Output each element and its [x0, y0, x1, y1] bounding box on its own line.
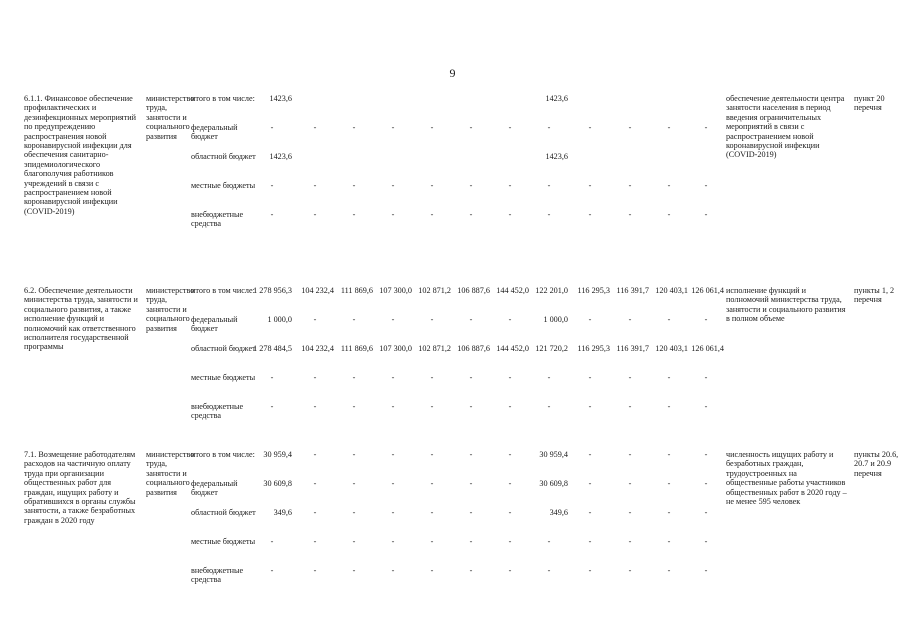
funding-value-cell: -	[469, 450, 473, 459]
funding-source-label: местные бюджеты	[191, 181, 256, 190]
funding-value-cell: -	[313, 402, 317, 411]
funding-source-label: внебюджетные средства	[191, 402, 244, 421]
funding-value-cell: 104 232,4	[301, 344, 334, 353]
funding-value-cell: -	[430, 479, 434, 488]
funding-source-label: итого в том числе:	[191, 286, 255, 295]
funding-value-cell: 30 959,4	[539, 450, 568, 459]
funding-value-cell: -	[588, 373, 592, 382]
funding-value-cell: -	[588, 123, 592, 132]
funding-value-cell: -	[430, 315, 434, 324]
funding-source-row	[0, 210, 905, 238]
funding-value-cell: 1423,6	[269, 94, 292, 103]
funding-value-cell: -	[667, 123, 671, 132]
funding-value-cell: -	[430, 402, 434, 411]
funding-value-cell: -	[352, 373, 356, 382]
funding-value-cell: 116 391,7	[616, 286, 649, 295]
funding-value-cell: -	[667, 181, 671, 190]
funding-value-cell: -	[704, 479, 708, 488]
funding-source-label: федеральный бюджет	[191, 123, 238, 142]
funding-value-cell: -	[588, 181, 592, 190]
funding-value-cell: 121 720,2	[535, 344, 568, 353]
funding-value-cell: -	[547, 566, 551, 575]
funding-value-cell: -	[704, 315, 708, 324]
funding-value-cell: -	[430, 181, 434, 190]
funding-value-cell: 106 887,6	[457, 286, 490, 295]
funding-value-cell: -	[313, 181, 317, 190]
funding-value-cell: -	[547, 537, 551, 546]
funding-value-cell: -	[352, 210, 356, 219]
funding-value-cell: -	[667, 210, 671, 219]
funding-value-cell: 116 295,3	[577, 344, 610, 353]
funding-value-cell: -	[469, 508, 473, 517]
funding-value-cell: -	[508, 508, 512, 517]
funding-value-cell: -	[313, 566, 317, 575]
funding-value-cell: -	[547, 402, 551, 411]
funding-value-cell: 122 201,0	[535, 286, 568, 295]
funding-value-cell: 30 609,8	[263, 479, 292, 488]
funding-value-cell: -	[352, 402, 356, 411]
funding-value-cell: 144 452,0	[496, 344, 529, 353]
funding-source-row	[0, 450, 905, 478]
funding-value-cell: 111 869,6	[340, 286, 373, 295]
funding-value-cell: -	[391, 210, 395, 219]
funding-value-cell: -	[588, 210, 592, 219]
funding-value-cell: 107 300,0	[379, 286, 412, 295]
funding-source-row	[0, 537, 905, 565]
funding-value-cell: 1423,6	[269, 152, 292, 161]
funding-value-cell: 30 959,4	[263, 450, 292, 459]
funding-value-cell: -	[430, 508, 434, 517]
funding-value-cell: -	[391, 315, 395, 324]
funding-value-cell: -	[547, 373, 551, 382]
activity-executor: министерство труда, занятости и социального развития	[146, 94, 195, 141]
funding-value-cell: -	[313, 479, 317, 488]
funding-value-cell: 111 869,6	[340, 344, 373, 353]
funding-value-cell: -	[667, 373, 671, 382]
funding-value-cell: -	[352, 315, 356, 324]
funding-value-cell: -	[469, 210, 473, 219]
funding-value-cell: -	[588, 508, 592, 517]
funding-value-cell: -	[704, 123, 708, 132]
funding-source-label: внебюджетные средства	[191, 566, 244, 585]
funding-value-cell: -	[628, 508, 632, 517]
funding-value-cell: -	[352, 537, 356, 546]
funding-value-cell: -	[704, 373, 708, 382]
funding-value-cell: -	[469, 315, 473, 324]
funding-value-cell: -	[704, 566, 708, 575]
funding-source-row	[0, 566, 905, 594]
funding-value-cell: -	[352, 566, 356, 575]
funding-value-cell: -	[628, 123, 632, 132]
activity-reference: пункт 20 перечня	[854, 94, 885, 113]
funding-value-cell: 120 403,1	[655, 286, 688, 295]
funding-value-cell: -	[667, 566, 671, 575]
funding-value-cell: -	[628, 450, 632, 459]
activity-description: 6.1.1. Финансовое обеспечение профилактических и дезинфекционных мероприятий по предупреждению распространения новой коронавирусной инфекции для обеспечения санитарно-эпидемиологического благополучия работников учреждений в связи с распространением новой коронавирусной инфекции (COVID-2019)	[24, 94, 137, 216]
funding-value-cell: -	[628, 210, 632, 219]
funding-value-cell: -	[430, 566, 434, 575]
funding-value-cell: -	[391, 566, 395, 575]
funding-source-row	[0, 402, 905, 430]
funding-value-cell: 102 871,2	[418, 344, 451, 353]
funding-source-row	[0, 181, 905, 209]
funding-value-cell: -	[508, 450, 512, 459]
funding-value-cell: 349,6	[549, 508, 568, 517]
funding-value-cell: -	[270, 373, 274, 382]
funding-value-cell: -	[430, 537, 434, 546]
funding-value-cell: -	[469, 402, 473, 411]
funding-value-cell: -	[704, 210, 708, 219]
funding-value-cell: -	[667, 450, 671, 459]
funding-value-cell: -	[704, 537, 708, 546]
funding-value-cell: -	[391, 450, 395, 459]
funding-value-cell: -	[704, 402, 708, 411]
funding-value-cell: -	[508, 537, 512, 546]
activity-result: обеспечение деятельности центра занятости населения в период введения ограничительных мероприятий в связи с распространением новой коронавирусной инфекции (COVID-2019)	[726, 94, 845, 160]
funding-source-row	[0, 315, 905, 343]
activity-reference: пункты 1, 2 перечня	[854, 286, 895, 305]
funding-value-cell: -	[270, 181, 274, 190]
funding-value-cell: -	[667, 479, 671, 488]
funding-value-cell: -	[628, 402, 632, 411]
funding-value-cell: -	[313, 508, 317, 517]
activity-result: численность ищущих работу и безработных граждан, трудоустроенных на общественные работы участников общественных работ в 2020 году – не менее 595 человек	[726, 450, 847, 507]
funding-value-cell: 144 452,0	[496, 286, 529, 295]
funding-value-cell: -	[313, 315, 317, 324]
activity-executor: министерство труда, занятости и социального развития	[146, 286, 195, 333]
funding-value-cell: -	[391, 479, 395, 488]
funding-source-label: внебюджетные средства	[191, 210, 244, 229]
funding-value-cell: -	[469, 537, 473, 546]
funding-value-cell: -	[704, 181, 708, 190]
funding-value-cell: -	[313, 373, 317, 382]
funding-source-label: областной бюджет	[191, 344, 256, 353]
funding-value-cell: -	[352, 181, 356, 190]
funding-source-label: федеральный бюджет	[191, 315, 238, 334]
funding-value-cell: 126 061,4	[691, 286, 724, 295]
funding-value-cell: -	[313, 450, 317, 459]
funding-value-cell: -	[469, 566, 473, 575]
funding-value-cell: -	[508, 566, 512, 575]
funding-value-cell: -	[508, 402, 512, 411]
funding-value-cell: -	[508, 373, 512, 382]
funding-value-cell: -	[391, 402, 395, 411]
funding-value-cell: -	[391, 123, 395, 132]
funding-value-cell: -	[352, 450, 356, 459]
funding-value-cell: -	[430, 123, 434, 132]
funding-value-cell: -	[508, 123, 512, 132]
funding-source-row	[0, 344, 905, 372]
funding-value-cell: -	[313, 123, 317, 132]
funding-value-cell: -	[469, 123, 473, 132]
funding-value-cell: -	[430, 450, 434, 459]
funding-source-row	[0, 508, 905, 536]
funding-source-label: федеральный бюджет	[191, 479, 238, 498]
funding-value-cell: -	[588, 479, 592, 488]
funding-value-cell: -	[469, 181, 473, 190]
funding-value-cell: -	[270, 210, 274, 219]
funding-value-cell: -	[628, 181, 632, 190]
funding-value-cell: 1423,6	[545, 152, 568, 161]
activity-reference: пункты 20.6, 20.7 и 20.9 перечня	[854, 450, 899, 478]
funding-source-label: областной бюджет	[191, 152, 256, 161]
funding-value-cell: 1 278 484,5	[253, 344, 292, 353]
funding-value-cell: -	[628, 566, 632, 575]
funding-source-label: итого в том числе:	[191, 94, 255, 103]
funding-value-cell: -	[313, 210, 317, 219]
funding-value-cell: -	[352, 123, 356, 132]
funding-value-cell: -	[352, 479, 356, 488]
funding-value-cell: 104 232,4	[301, 286, 334, 295]
funding-value-cell: -	[588, 402, 592, 411]
funding-value-cell: 102 871,2	[418, 286, 451, 295]
funding-value-cell: -	[628, 315, 632, 324]
funding-source-row	[0, 123, 905, 151]
funding-value-cell: -	[313, 537, 317, 546]
funding-source-row	[0, 286, 905, 314]
page-number: 9	[449, 66, 456, 80]
activity-executor: министерство труда, занятости и социального развития	[146, 450, 195, 497]
funding-value-cell: 120 403,1	[655, 344, 688, 353]
funding-value-cell: -	[628, 479, 632, 488]
funding-source-label: областной бюджет	[191, 508, 256, 517]
funding-value-cell: 106 887,6	[457, 344, 490, 353]
funding-value-cell: -	[270, 566, 274, 575]
funding-value-cell: -	[667, 537, 671, 546]
funding-value-cell: -	[547, 181, 551, 190]
funding-value-cell: 30 609,8	[539, 479, 568, 488]
funding-value-cell: -	[391, 373, 395, 382]
funding-value-cell: -	[508, 181, 512, 190]
funding-value-cell: -	[430, 210, 434, 219]
funding-value-cell: -	[628, 373, 632, 382]
funding-value-cell: -	[667, 402, 671, 411]
funding-value-cell: -	[547, 123, 551, 132]
activity-result: исполнение функций и полномочий министерства труда, занятости и социального развития в полном объеме	[726, 286, 846, 324]
funding-value-cell: -	[704, 508, 708, 517]
funding-value-cell: -	[270, 123, 274, 132]
funding-value-cell: -	[667, 315, 671, 324]
funding-value-cell: -	[588, 450, 592, 459]
funding-source-label: местные бюджеты	[191, 537, 256, 546]
funding-value-cell: 107 300,0	[379, 344, 412, 353]
funding-value-cell: -	[391, 181, 395, 190]
funding-value-cell: 126 061,4	[691, 344, 724, 353]
funding-value-cell: -	[508, 479, 512, 488]
funding-source-label: местные бюджеты	[191, 373, 256, 382]
funding-source-row	[0, 479, 905, 507]
funding-value-cell: 116 295,3	[577, 286, 610, 295]
funding-source-label: итого в том числе:	[191, 450, 255, 459]
funding-source-row	[0, 94, 905, 122]
funding-value-cell: -	[391, 508, 395, 517]
funding-value-cell: 116 391,7	[616, 344, 649, 353]
funding-value-cell: -	[588, 566, 592, 575]
funding-value-cell: -	[667, 508, 671, 517]
funding-value-cell: 1 278 956,3	[253, 286, 292, 295]
funding-value-cell: -	[352, 508, 356, 517]
funding-value-cell: 349,6	[273, 508, 292, 517]
funding-value-cell: -	[469, 479, 473, 488]
funding-value-cell: -	[508, 210, 512, 219]
funding-value-cell: -	[469, 373, 473, 382]
funding-value-cell: -	[391, 537, 395, 546]
funding-value-cell: 1 000,0	[267, 315, 292, 324]
funding-source-row	[0, 152, 905, 180]
activity-description: 7.1. Возмещение работодателям расходов на частичную оплату труда при организации общественных работ для граждан, ищущих работу и обратившихся в органы службы занятости, а также безработных граждан в 2020 году	[24, 450, 136, 525]
funding-value-cell: 1423,6	[545, 94, 568, 103]
funding-value-cell: -	[628, 537, 632, 546]
funding-value-cell: -	[588, 537, 592, 546]
funding-value-cell: -	[588, 315, 592, 324]
funding-value-cell: -	[547, 210, 551, 219]
funding-value-cell: -	[270, 402, 274, 411]
activity-description: 6.2. Обеспечение деятельности министерства труда, занятости и социального развития, а также исполнение функций и полномочий как ответственного исполнителя государственной программы	[24, 286, 138, 352]
funding-value-cell: -	[430, 373, 434, 382]
funding-value-cell: -	[508, 315, 512, 324]
funding-value-cell: -	[270, 537, 274, 546]
funding-value-cell: 1 000,0	[543, 315, 568, 324]
funding-source-row	[0, 373, 905, 401]
funding-value-cell: -	[704, 450, 708, 459]
